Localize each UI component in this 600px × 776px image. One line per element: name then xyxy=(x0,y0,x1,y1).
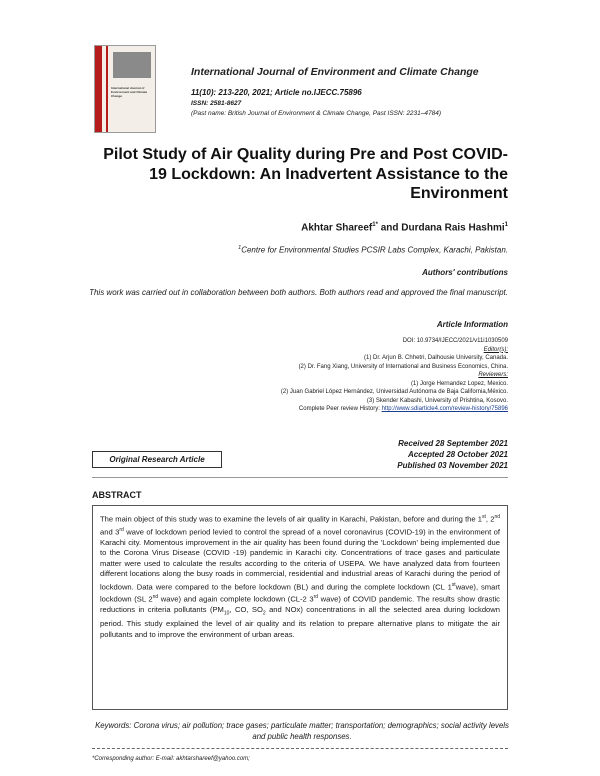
paper-title: Pilot Study of Air Quality during Pre and Post COVID-19 Lockdown: An Inadvertent Assistance to the Environment xyxy=(103,146,508,202)
author-1-sup: 1* xyxy=(372,222,378,228)
editors-label: Editor(s): xyxy=(483,346,508,353)
footnote-divider xyxy=(92,748,508,749)
author-2: Durdana Rais Hashmi xyxy=(401,222,505,234)
abstract-text-1: The main object of this study was to examine the levels of air quality in Karachi, Pakistan, before and during the 1 xyxy=(100,514,483,524)
reviewer-3: (3) Skender Kabashi, University of Prishtina, Kosovo. xyxy=(366,397,508,404)
affiliation xyxy=(238,245,508,255)
abstract-body xyxy=(92,505,508,710)
abstract-sub: 10 xyxy=(223,610,230,617)
date-published: Published 03 November 2021 xyxy=(397,461,508,470)
reviewer-1: (1) Jorge Hernandez Lopez, Mexico. xyxy=(410,380,508,387)
reviewer-2: (2) Juan Gabriel López Hernández, Universidad Autónoma de Baja California,México. xyxy=(280,389,508,395)
abstract-sup: st xyxy=(451,581,456,588)
cover-red-band xyxy=(95,46,102,132)
article-dates xyxy=(397,438,508,471)
abstract-sub: 2 xyxy=(262,610,266,617)
journal-past-name: (Past name: British Journal of Environment & Climate Change, Past ISSN: 2231–4784) xyxy=(191,110,442,117)
editor-2: (2) Dr. Fang Xiang, University of International and Business Economics, China. xyxy=(298,363,508,370)
abstract-text-9: and NOx) concentrations in all the selected area during lockdown period. This study explained the level of air quality and its relation to prepare alternative plans to mitigate the air pollutants and to improve the environment of urban areas. xyxy=(100,605,500,639)
abstract-text-7: wave) of COVID pandemic. The results show drastic reductions in criteria pollutants (PM xyxy=(100,594,500,615)
doi: DOI: 10.9734/IJECC/2021/v11i1030509 xyxy=(402,338,508,344)
review-history-label: Complete Peer review History: xyxy=(298,406,382,412)
cover-red-stripe xyxy=(106,46,108,132)
abstract-text-8: , CO, SO xyxy=(229,605,263,615)
abstract-text-2: , 2 xyxy=(485,514,495,524)
affiliation-sup: 1 xyxy=(238,245,242,251)
divider xyxy=(92,477,508,478)
reviewers-label: Reviewers: xyxy=(478,372,508,378)
date-received: Received 28 September 2021 xyxy=(398,439,508,448)
journal-cover-thumbnail xyxy=(94,45,156,133)
corresponding-author-footnote: *Corresponding author: E-mail: akhtarshareef@yahoo.com; xyxy=(92,756,250,762)
affiliation-text: Centre for Environmental Studies PCSIR Labs Complex, Karachi, Pakistan. xyxy=(241,245,508,255)
cover-image xyxy=(113,52,151,78)
abstract-text-6: wave) and again complete lockdown (CL-2 3 xyxy=(158,594,314,604)
author-list xyxy=(301,222,508,233)
journal-issn: ISSN: 2581-8627 xyxy=(191,100,242,107)
keywords: Keywords: Corona virus; air pollution; trace gases; particulate matter; transportation; demographics; social activity levels and public health responses. xyxy=(95,721,509,741)
abstract-sup: rd xyxy=(119,526,124,533)
author-2-sup: 1 xyxy=(504,222,508,228)
editor-1: (1) Dr. Arjun B. Chhetri, Dalhousie University, Canada. xyxy=(364,355,508,361)
article-info-heading: Article Information xyxy=(436,320,508,329)
contributions-text: This work was carried out in collaboration between both authors. Both authors read and approved the final manuscript. xyxy=(89,288,508,297)
article-type-badge: Original Research Article xyxy=(92,451,222,468)
journal-volume: 11(10): 213-220, 2021; Article no.IJECC.75896 xyxy=(191,88,362,97)
article-info-block xyxy=(68,337,508,414)
abstract-text-3: and 3 xyxy=(100,514,503,537)
author-conjunction: and xyxy=(377,222,402,234)
date-accepted: Accepted 28 October 2021 xyxy=(407,450,508,459)
abstract-text-4: wave of lockdown period levied to control the spread of a novel coronavirus (COVID-19) in the environment of Karachi city. Momentous improvement in the air quality has been found during the 'Lockdown' being implemented due to the Corona Virus Disease (COVID -19) pandemic in Karachi city. Concentrations of trace gases and particulate matter were used to calculate the results according to the criteria of USEPA. We have analyzed data from fourteen different locations along the busy roads in commercial, residential and industrial areas of Karachi during the period of lockdown. Data were compared to the before lockdown (BL) and during the complete lockdown (CL 1 xyxy=(100,527,500,592)
abstract-sup: rd xyxy=(313,594,319,601)
abstract-sup: nd xyxy=(152,594,159,601)
author-1: Akhtar Shareef xyxy=(301,222,373,234)
cover-title-logo: International Journal of Environment and Climate Change xyxy=(111,86,148,98)
journal-name: International Journal of Environment and Climate Change xyxy=(191,66,479,78)
review-history-link[interactable]: http://www.sdiarticle4.com/review-history/75896 xyxy=(381,406,508,412)
contributions-heading: Authors' contributions xyxy=(422,268,508,277)
abstract-sup: st xyxy=(482,514,486,520)
abstract-text-5: wave), smart lockdown (SL 2 xyxy=(100,582,500,604)
abstract-sup: nd xyxy=(494,514,500,520)
abstract-heading: ABSTRACT xyxy=(92,490,142,500)
